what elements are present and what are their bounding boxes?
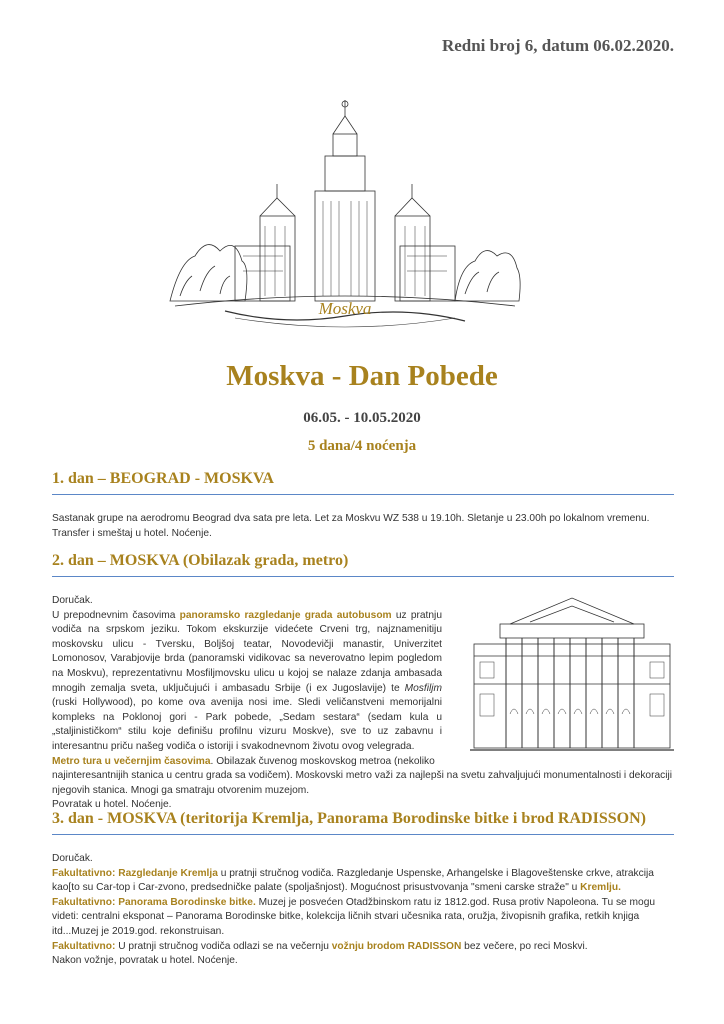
day3-kremlin-text: u pratnji stručnog vodiča. Razgledanje Uspenske, Arhangelske i Blagoveštenske crkve, atrakcija kao[to su Car-top i Car-zvono, predsedničke palate (spoljašnjost). Mogućnost prisustvovanja "smeni carske straže" u xyxy=(52,867,654,894)
day3-kremlin-highlight: Fakultativno: Razgledanje Kremlja xyxy=(52,867,218,879)
day1-text: Sastanak grupe na aerodromu Beograd dva sata pre leta. Let za Moskvu WZ 538 u 19.10h. Sletanje u 23.00h po lokalnom vremenu. xyxy=(52,513,650,524)
day2-metro-highlight: Metro tura u večernjim časovima xyxy=(52,755,211,767)
day3-borodino-text: Muzej je posvećen Otadžbinskom ratu iz 1812.god. Rusa protiv Napoleona. Tu se mogu videti: centralni eksponat – Panorama Borodinske bitke, kolekcija ličnih stvari učesnika rata, oružja, živopisnih grafika, retkih knjiga itd...Muzej je 2019.god. rekonstruisan. xyxy=(52,896,656,937)
day3-kremlin-highlight2: Kremlju. xyxy=(580,882,621,894)
day3-return: Nakon vožnje, povratak u hotel. Noćenje. xyxy=(52,955,238,967)
day2-paragraph1 xyxy=(52,609,442,755)
day2-text-block xyxy=(52,594,442,769)
bolshoi-theatre-illustration xyxy=(470,594,674,754)
day3-radisson-text: U pratnji stručnog vodiča odlazi se na večernju xyxy=(115,940,332,952)
day3-radisson-highlight: vožnju brodom RADISSON xyxy=(331,940,462,952)
day2-p1a: U prepodnevnim časovima xyxy=(52,609,180,621)
day3-borodino-highlight: Fakultativno: Panorama Borodinske bitke. xyxy=(52,896,256,908)
day2-paragraph2b: najinteresantnijih stanica u centru grada sa vodičem). Moskovski metro važi za najlepši na svetu zahvaljujući monumentalnosti i dekoraciji njegovih stanica. Mnogi ga smatraju otvorenim muzejom. xyxy=(52,770,673,796)
day3-borodino xyxy=(52,896,674,940)
day3-breakfast: Doručak. xyxy=(52,853,93,864)
day3-optional-label: Fakultativno: xyxy=(52,940,116,952)
day1-text2: Transfer i smeštaj u hotel. Noćenje. xyxy=(52,527,212,539)
trip-duration: 5 dana/4 noćenja xyxy=(307,438,417,454)
day2-city-tour-highlight: panoramsko razgledanje grada autobusom xyxy=(179,609,392,621)
day2-p1c: (ruski Hollywood), po kome ova avenija nosi ime. Sledi veličanstveni memorijalni kompleks na Poklonoj gori - Park pobede, „Sedam sestara“ (sedam kula u „staljinističkom“ stilu koje definišu profilnu vizuru Moskve), sve to uz zabavnu i interesantnu priču našeg vodiča o istoriji i svakodnevnom životu ovog velegrada. xyxy=(52,697,442,752)
day1-heading: 1. dan – BEOGRAD - MOSKVA xyxy=(52,470,674,495)
day2-mosfilm: Mosfiljm xyxy=(404,682,442,694)
moscow-university-illustration xyxy=(165,96,525,331)
day2-heading: 2. dan – MOSKVA (Obilazak grada, metro) xyxy=(52,552,674,577)
day3-kremlin xyxy=(52,867,674,896)
travel-dates: 06.05. - 10.05.2020 xyxy=(303,410,421,426)
hero-script-label: Moskva xyxy=(318,299,372,318)
day1-body xyxy=(52,512,674,541)
day2-return: Povratak u hotel. Noćenje. xyxy=(52,799,172,811)
day3-body xyxy=(52,852,674,969)
day2-p2a: . Obilazak čuvenog moskovskog metroa (nekoliko xyxy=(210,755,435,767)
day3-heading: 3. dan - MOSKVA (teritorija Kremlja, Panorama Borodinske bitke i brod RADISSON) xyxy=(52,810,674,835)
day2-paragraph2a xyxy=(52,755,442,770)
document-number: Redni broj 6, datum 06.02.2020. xyxy=(441,36,674,55)
day2-p1b: uz pratnju vodiča na srpskom jeziku. Tokom ekskurzije videćete Crveni trg, najznamenitiju moskovsku ulicu - Tversku, Boljšoj teatar, Novodevičji manastir, Univerzitet Lomonosov, Varabjovije brda (panoramski vidikovac sa neverovatno lepim pogledom na Moskvu), reprezentativnu Mosfiljmovsku ulicu u kojoj se nalaze zdanja ambasada mnogih zemalja sveta, uključujući i ambasadu Srbije (i ex Jugoslavije) te xyxy=(52,609,442,694)
day3-radisson-text2: bez večere, po reci Moskvi. xyxy=(461,940,588,952)
day2-breakfast: Doručak. xyxy=(52,595,93,606)
page-title: Moskva - Dan Pobede xyxy=(226,360,498,392)
day3-radisson xyxy=(52,940,674,955)
